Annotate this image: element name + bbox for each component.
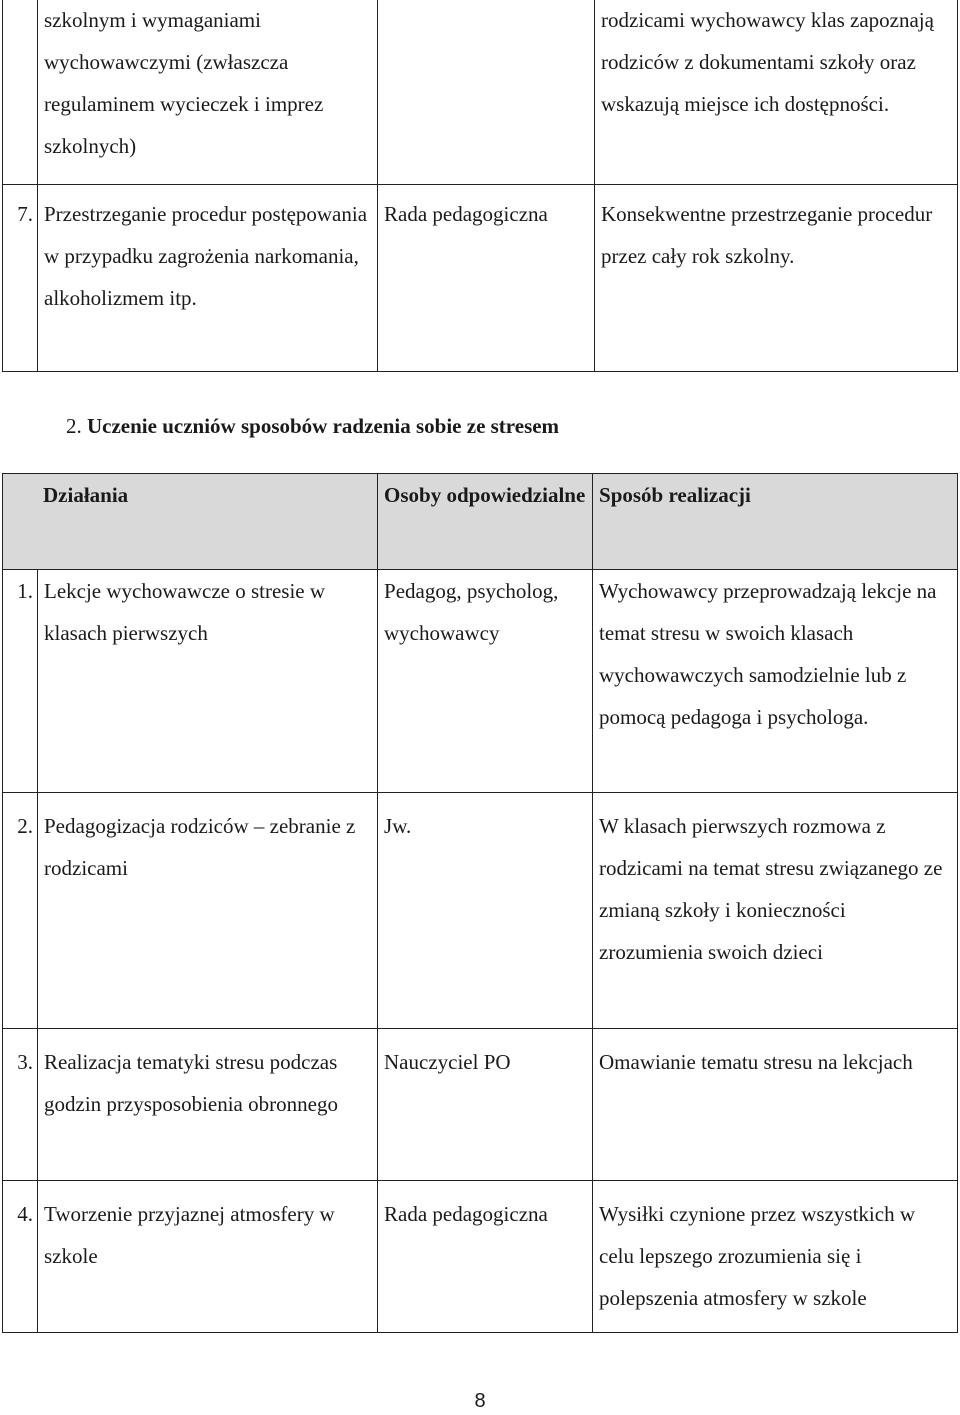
responsible-cell: [378, 0, 595, 185]
method-cell: Wychowawcy przeprowadzają lekcje na temat stresu w swoich klasach wychowawczych samodzielnie lub z pomocą pedagoga i psychologa.: [593, 570, 958, 793]
header-responsible: Osoby odpowiedzialne: [378, 474, 593, 570]
table-continued: [2, 0, 958, 372]
table-row: [3, 570, 958, 793]
table-row: [3, 793, 958, 1029]
action-cell: Tworzenie przyjaznej atmosfery w szkole: [38, 1181, 378, 1333]
section-number: 2.: [66, 414, 82, 438]
page-number: 8: [474, 1390, 486, 1412]
responsible-cell: Rada pedagogiczna: [378, 1181, 593, 1333]
action-cell: Realizacja tematyki stresu podczas godzin przysposobienia obronnego: [38, 1029, 378, 1181]
method-cell: Wysiłki czynione przez wszystkich w celu lepszego zrozumienia się i polepszenia atmosfery w szkole: [593, 1181, 958, 1333]
table-row: [3, 1029, 958, 1181]
section-heading: [66, 414, 559, 439]
row-number: 3.: [3, 1029, 38, 1181]
row-number: [3, 0, 38, 185]
responsible-cell: Nauczyciel PO: [378, 1029, 593, 1181]
section-title: Uczenie uczniów sposobów radzenia sobie ze stresem: [87, 414, 560, 438]
responsible-cell: Rada pedagogiczna: [378, 185, 595, 372]
header-method: Sposób realizacji: [593, 474, 958, 570]
method-cell: W klasach pierwszych rozmowa z rodzicami na temat stresu związanego ze zmianą szkoły i konieczności zrozumienia swoich dzieci: [593, 793, 958, 1029]
method-cell: Konsekwentne przestrzeganie procedur przez cały rok szkolny.: [595, 185, 958, 372]
responsible-cell: Pedagog, psycholog, wychowawcy: [378, 570, 593, 793]
method-cell: rodzicami wychowawcy klas zapoznają rodziców z dokumentami szkoły oraz wskazują miejsce ich dostępności.: [595, 0, 958, 185]
table-row: [3, 0, 958, 185]
row-number: 7.: [3, 185, 38, 372]
table-row: [3, 1181, 958, 1333]
action-cell: Lekcje wychowawcze o stresie w klasach pierwszych: [38, 570, 378, 793]
action-cell: Pedagogizacja rodziców – zebranie z rodzicami: [38, 793, 378, 1029]
responsible-cell: Jw.: [378, 793, 593, 1029]
action-cell: Przestrzeganie procedur postępowania w przypadku zagrożenia narkomania, alkoholizmem itp.: [38, 185, 378, 372]
table-header-row: [3, 474, 958, 570]
row-number: 4.: [3, 1181, 38, 1333]
method-cell: Omawianie tematu stresu na lekcjach: [593, 1029, 958, 1181]
table-row: [3, 185, 958, 372]
row-number: 1.: [3, 570, 38, 793]
row-number: 2.: [3, 793, 38, 1029]
header-action: Działania: [3, 474, 378, 570]
stress-table: [2, 473, 958, 1333]
action-cell: szkolnym i wymaganiami wychowawczymi (zwłaszcza regulaminem wycieczek i imprez szkolnych): [38, 0, 378, 185]
